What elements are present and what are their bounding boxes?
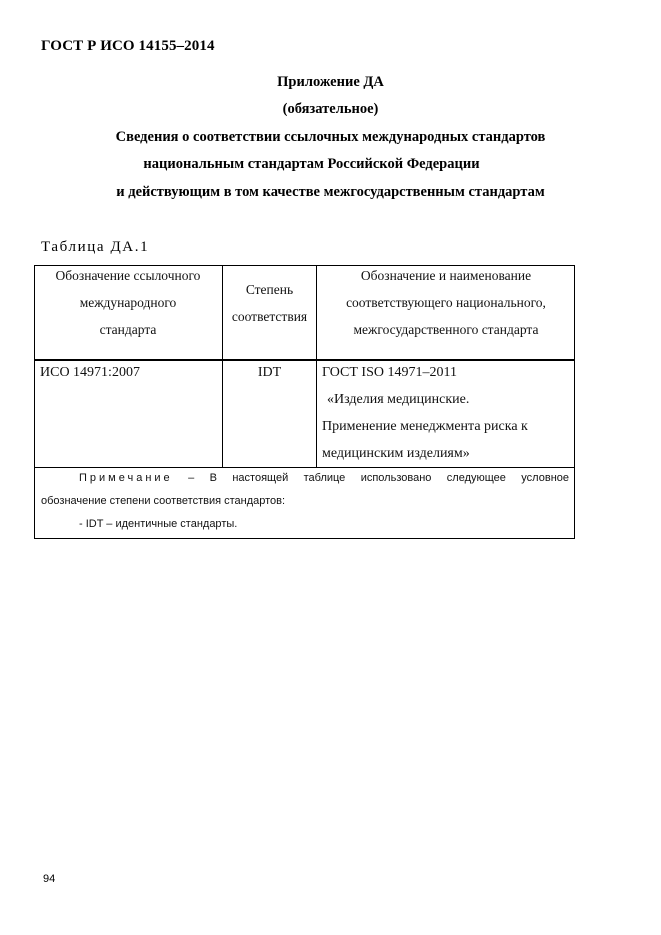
table-cell-national-standard: ГОСТ ISO 14971–2011 «Изделия медицинские. Применение менеджмента риска к медицинским изделиям» — [322, 365, 528, 461]
document-id: ГОСТ Р ИСО 14155–2014 — [41, 38, 215, 54]
table-header-ref-standard: Обозначение ссылочного международного стандарта — [55, 268, 201, 337]
note-text-line-2: обозначение степени соответствия стандартов: — [41, 495, 286, 507]
appendix-status: (обязательное) — [282, 101, 379, 117]
table-cell-ref-standard: ИСО 14971:2007 — [40, 365, 140, 380]
note-text-line-1: В настоящей таблице использовано следующее условное — [209, 472, 569, 484]
page-number: 94 — [43, 873, 56, 885]
table-header-degree: Степень соответствия — [231, 282, 308, 324]
note-label: Примечание — [79, 472, 173, 484]
table-note — [41, 467, 569, 536]
table-caption: Таблица ДА.1 — [41, 239, 150, 255]
table-header-national-standard: Обозначение и наименование соответствующего национального, межгосударственного стандарта — [346, 268, 546, 337]
appendix-heading-line-2: национальным стандартам Российской Федерации — [143, 156, 480, 172]
note-bullet: - IDT – идентичные стандарты. — [79, 518, 238, 530]
appendix-heading-line-1: Сведения о соответствии ссылочных международных стандартов — [115, 129, 546, 145]
appendix-title: Приложение ДА — [277, 74, 384, 90]
appendix-heading-line-3: и действующим в том качестве межгосударственным стандартам — [116, 184, 545, 200]
note-dash: – — [188, 472, 195, 484]
table-cell-degree: IDT — [257, 365, 282, 380]
